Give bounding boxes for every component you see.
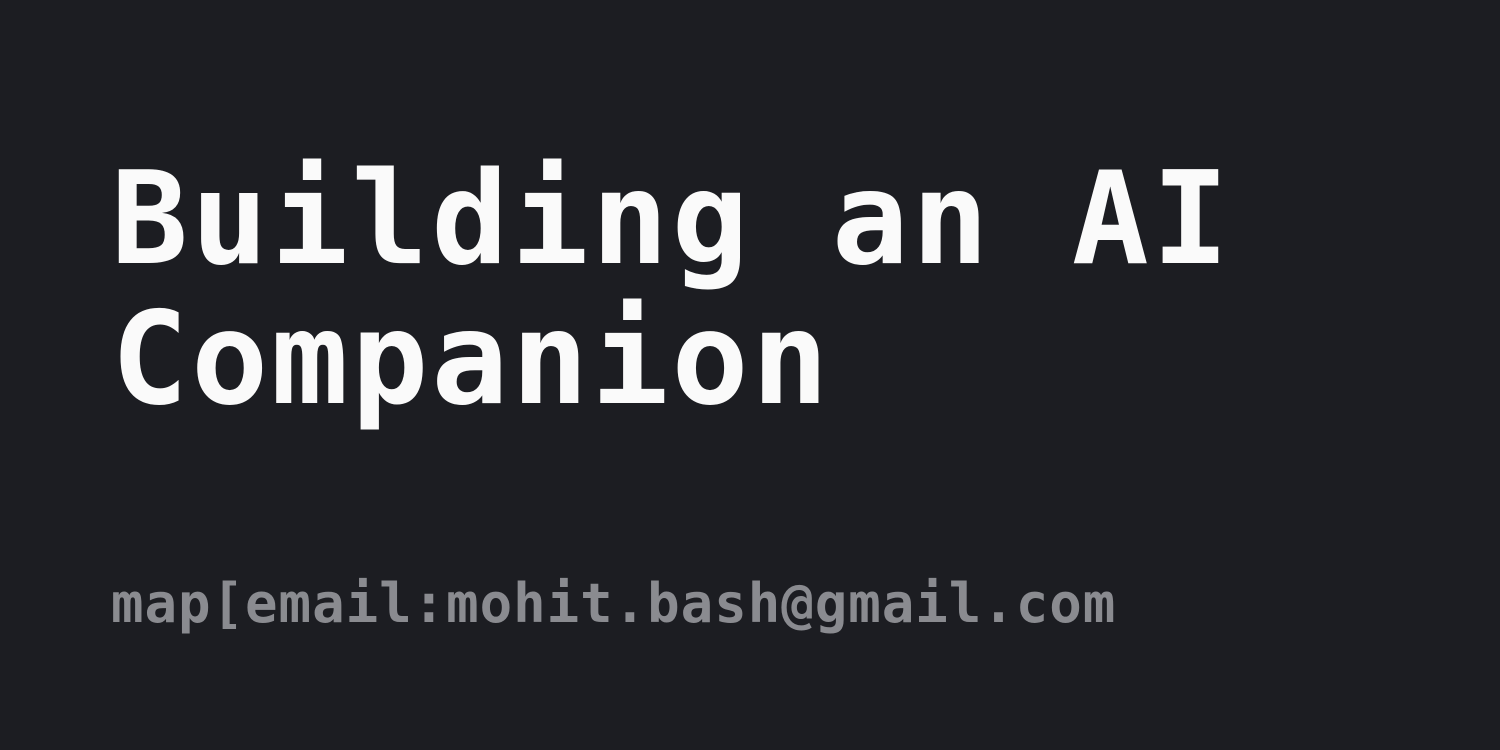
post-title-line-1: Building an AI <box>111 145 1232 294</box>
post-title <box>111 145 1411 434</box>
author-meta: map[email:mohit.bash@gmail.com <box>111 572 1117 635</box>
post-title-line-2: Companion <box>111 285 832 434</box>
